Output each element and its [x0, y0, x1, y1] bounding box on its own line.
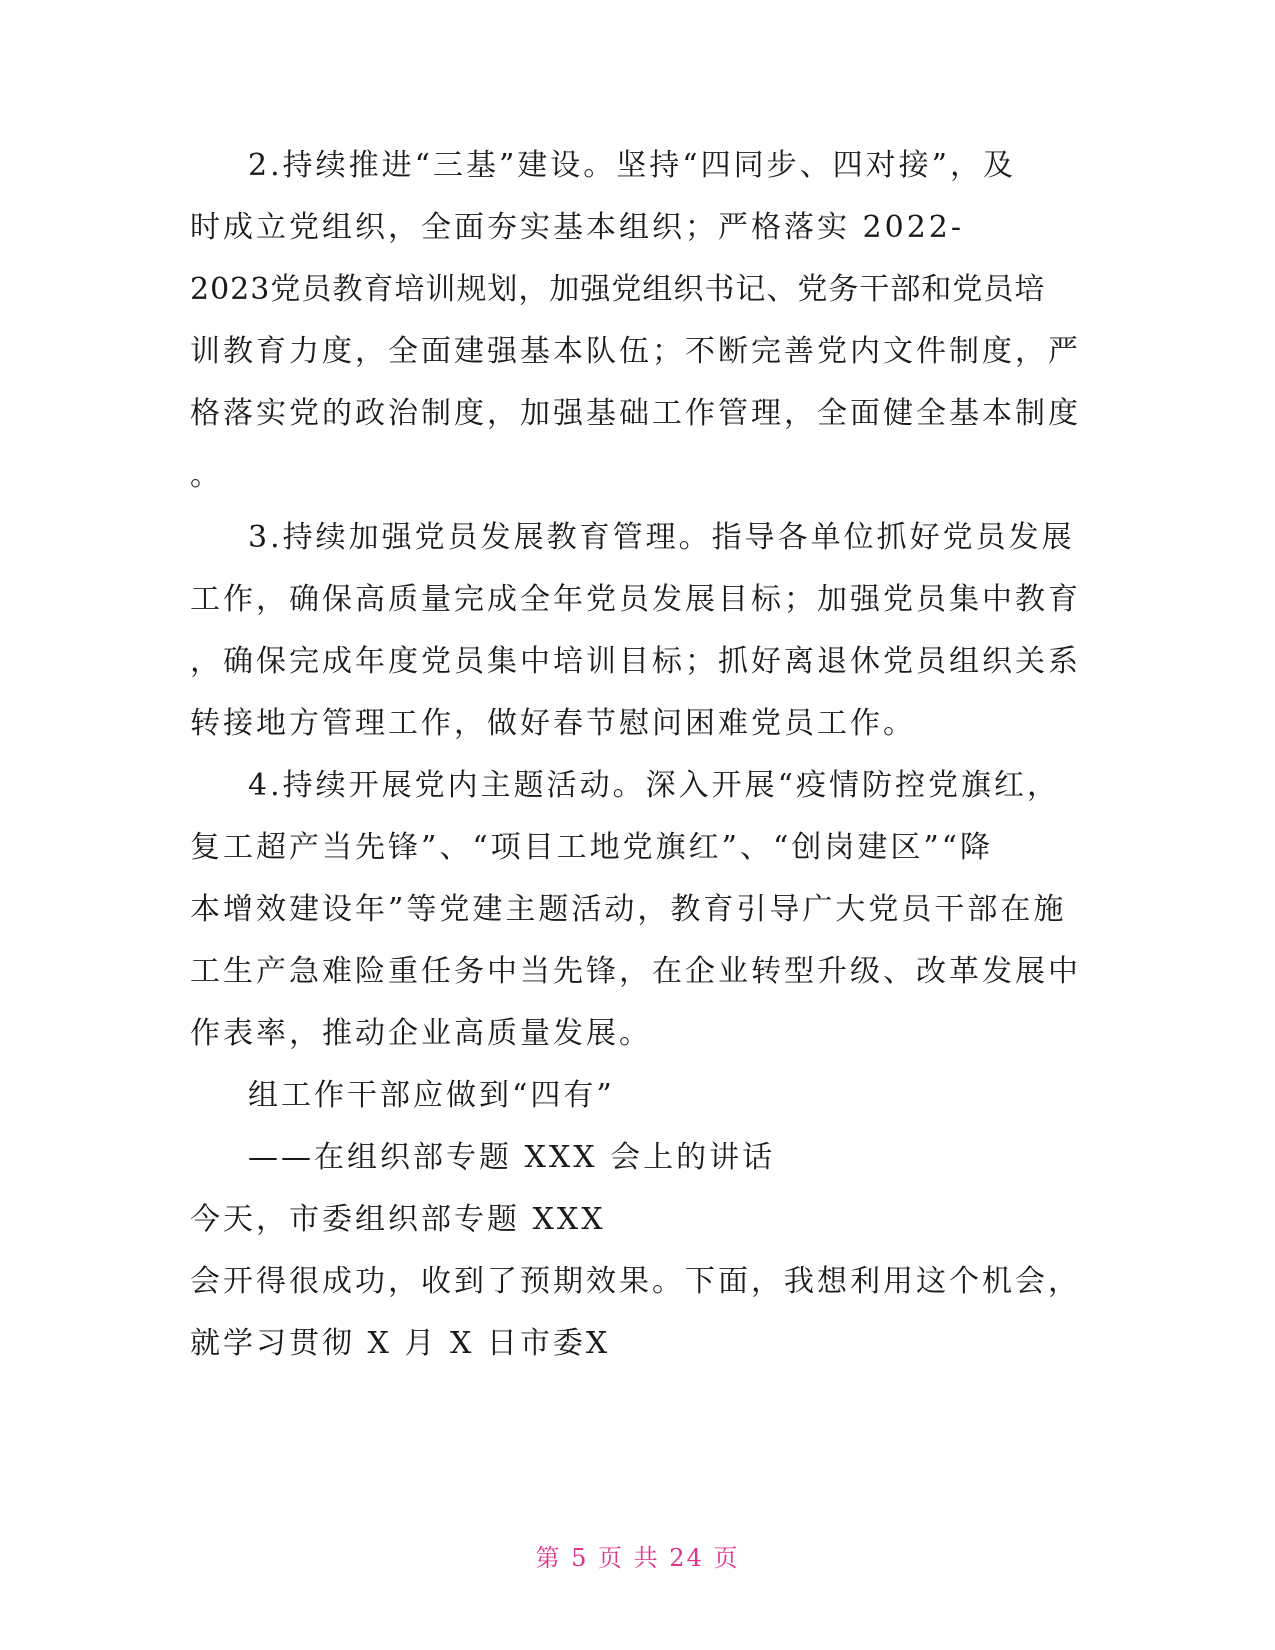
- paragraph-line: 2.持续推进“三基”建设。坚持“四同步、四对接”，及: [248, 148, 1016, 183]
- paragraph-line: 复工超产当先锋”、“项目工地党旗红”、“创岗建区”“降: [190, 830, 994, 865]
- paragraph-line: ，确保完成年度党员集中培训目标；抓好离退休党员组织关系: [190, 644, 1081, 679]
- paragraph-line: 格落实党的政治制度，加强基础工作管理，全面健全基本制度: [190, 396, 1081, 431]
- paragraph-line: 本增效建设年”等党建主题活动，教育引导广大党员干部在施: [190, 892, 1067, 927]
- paragraph-line: 4.持续开展党内主题活动。深入开展“疫情防控党旗红，: [248, 768, 1060, 803]
- speech-title: 组工作干部应做到“四有”: [248, 1078, 615, 1113]
- paragraph-line: 训教育力度，全面建强基本队伍；不断完善党内文件制度，严: [190, 334, 1081, 369]
- paragraph-line: 3.持续加强党员发展教育管理。指导各单位抓好党员发展: [248, 520, 1075, 555]
- intro-line: 今天，市委组织部专题 XXX: [190, 1202, 606, 1237]
- paragraph-line: 工作，确保高质量完成全年党员发展目标；加强党员集中教育: [190, 582, 1081, 617]
- paragraph-line: 2023党员教育培训规划，加强党组织书记、党务干部和党员培: [190, 272, 1046, 307]
- paragraph-line: 。: [190, 458, 223, 493]
- paragraph-line: 作表率，推动企业高质量发展。: [190, 1016, 652, 1051]
- speech-subtitle: ——在组织部专题 XXX 会上的讲话: [248, 1140, 776, 1175]
- intro-line: 会开得很成功，收到了预期效果。下面，我想利用这个机会，: [190, 1264, 1081, 1299]
- paragraph-line: 工生产急难险重任务中当先锋，在企业转型升级、改革发展中: [190, 954, 1081, 989]
- intro-line: 就学习贯彻 X 月 X 日市委X: [190, 1326, 611, 1361]
- paragraph-line: 转接地方管理工作，做好春节慰问困难党员工作。: [190, 706, 916, 741]
- paragraph-line: 时成立党组织，全面夯实基本组织；严格落实 2022-: [190, 210, 965, 245]
- page-number-footer: 第 5 页 共 24 页: [535, 1544, 740, 1572]
